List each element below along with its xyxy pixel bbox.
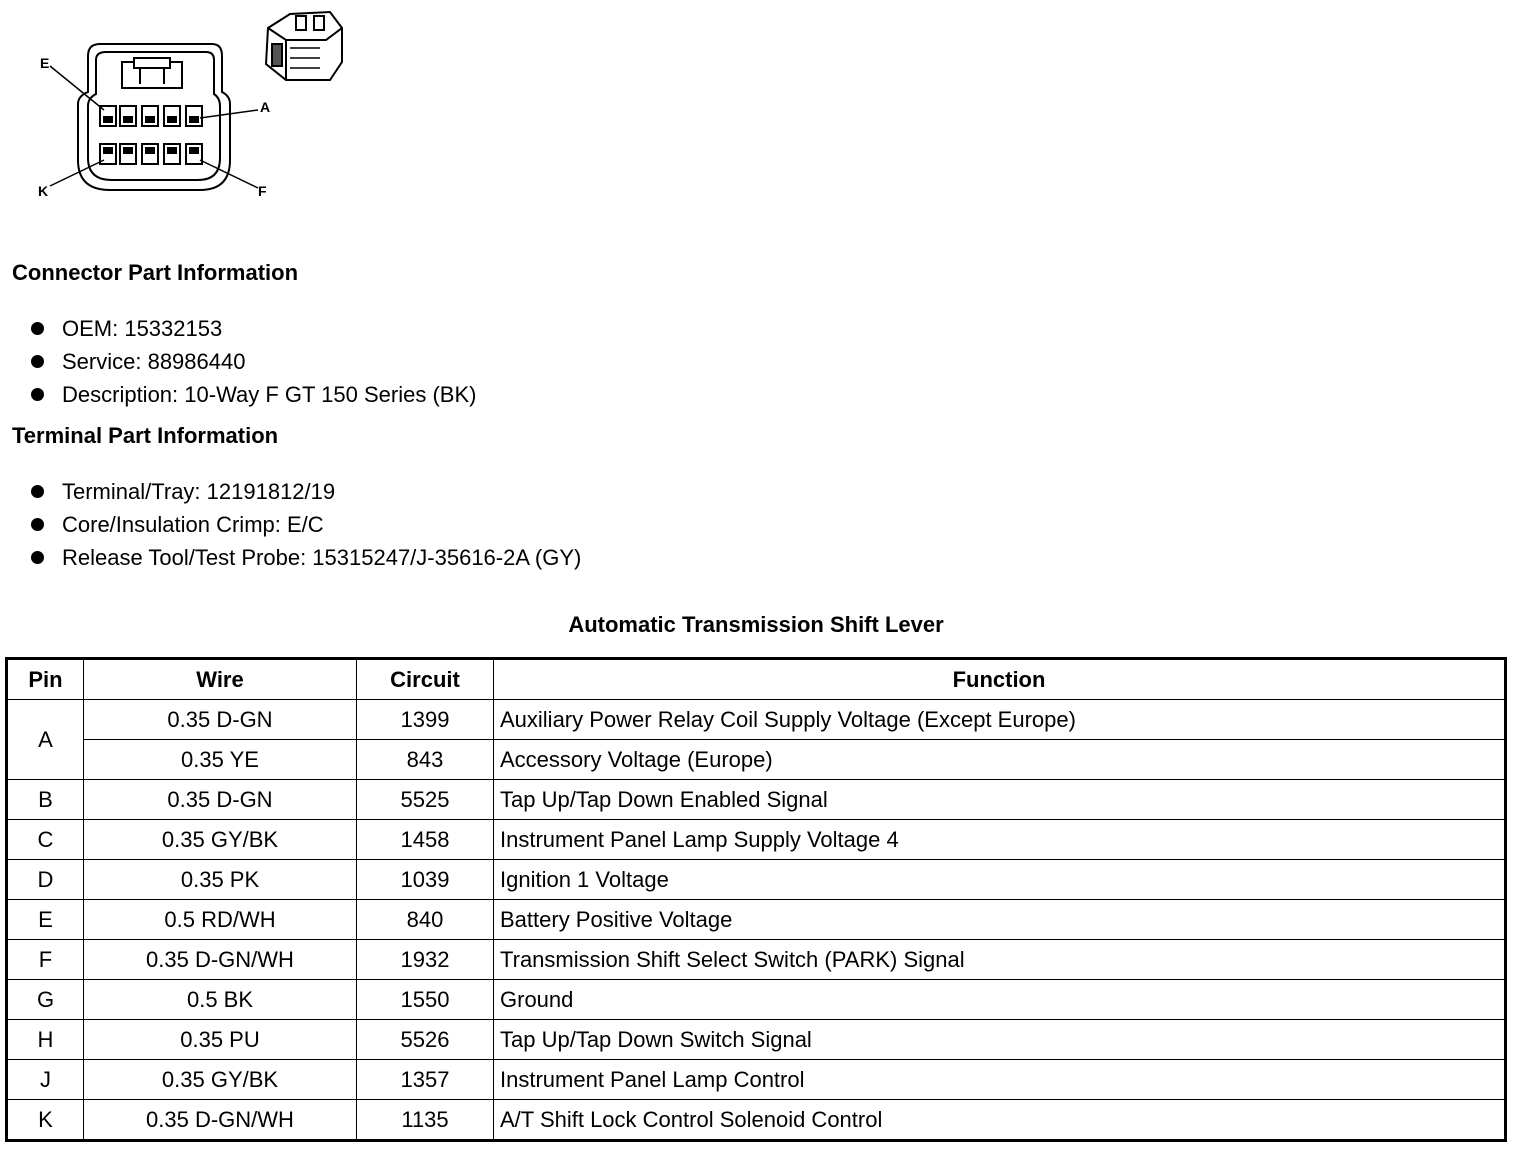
pin-label-k: K <box>38 183 49 199</box>
wire-cell: 0.35 GY/BK <box>84 1060 357 1100</box>
table-row <box>7 780 1506 820</box>
list-item: OEM: 15332153 <box>28 312 476 345</box>
pin-cell: D <box>7 860 84 900</box>
table-row <box>7 1060 1506 1100</box>
table-row <box>7 940 1506 980</box>
wire-cell: 0.35 D-GN <box>84 780 357 820</box>
pin-cell: J <box>7 1060 84 1100</box>
wire-cell: 0.35 YE <box>84 740 357 780</box>
pin-label-f: F <box>258 183 267 199</box>
circuit-cell: 1135 <box>357 1100 494 1141</box>
wire-cell: 0.35 PK <box>84 860 357 900</box>
list-item: Description: 10-Way F GT 150 Series (BK) <box>28 378 476 411</box>
bullet-icon <box>31 485 44 498</box>
circuit-cell: 1932 <box>357 940 494 980</box>
bullet-icon <box>31 355 44 368</box>
circuit-cell: 5525 <box>357 780 494 820</box>
function-cell: Instrument Panel Lamp Control <box>494 1060 1506 1100</box>
bullet-icon <box>31 388 44 401</box>
table-row <box>7 900 1506 940</box>
table-row <box>7 1020 1506 1060</box>
pinout-table <box>5 657 1507 1142</box>
function-cell: Ground <box>494 980 1506 1020</box>
list-item: Service: 88986440 <box>28 345 476 378</box>
table-row <box>7 980 1506 1020</box>
circuit-cell: 843 <box>357 740 494 780</box>
function-cell: Ignition 1 Voltage <box>494 860 1506 900</box>
function-cell: Battery Positive Voltage <box>494 900 1506 940</box>
function-cell: Transmission Shift Select Switch (PARK) Signal <box>494 940 1506 980</box>
function-cell: Tap Up/Tap Down Enabled Signal <box>494 780 1506 820</box>
pin-cell: G <box>7 980 84 1020</box>
table-row <box>7 860 1506 900</box>
pin-cell: E <box>7 900 84 940</box>
list-item: Release Tool/Test Probe: 15315247/J-35616-2A (GY) <box>28 541 581 574</box>
connector-face-diagram <box>0 0 360 210</box>
circuit-cell: 1458 <box>357 820 494 860</box>
circuit-cell: 5526 <box>357 1020 494 1060</box>
header-wire: Wire <box>84 659 357 700</box>
wire-cell: 0.35 GY/BK <box>84 820 357 860</box>
table-row <box>7 820 1506 860</box>
function-cell: Auxiliary Power Relay Coil Supply Voltage (Except Europe) <box>494 700 1506 740</box>
circuit-cell: 1039 <box>357 860 494 900</box>
wire-cell: 0.35 D-GN/WH <box>84 940 357 980</box>
header-circuit: Circuit <box>357 659 494 700</box>
table-row <box>7 740 1506 780</box>
terminal-cavities <box>100 106 202 164</box>
terminal-part-list <box>28 475 581 574</box>
pin-cell: K <box>7 1100 84 1141</box>
function-cell: Accessory Voltage (Europe) <box>494 740 1506 780</box>
pin-cell: H <box>7 1020 84 1060</box>
circuit-cell: 840 <box>357 900 494 940</box>
pin-label-e: E <box>40 55 50 71</box>
table-row <box>7 700 1506 740</box>
pin-cell: B <box>7 780 84 820</box>
connector-part-list <box>28 312 476 411</box>
list-item: Terminal/Tray: 12191812/19 <box>28 475 581 508</box>
list-item: Core/Insulation Crimp: E/C <box>28 508 581 541</box>
connector-3d-thumbnail <box>266 12 342 80</box>
bullet-icon <box>31 322 44 335</box>
circuit-cell: 1550 <box>357 980 494 1020</box>
circuit-cell: 1357 <box>357 1060 494 1100</box>
wire-cell: 0.35 D-GN <box>84 700 357 740</box>
table-header-row <box>7 659 1506 700</box>
connector-part-heading: Connector Part Information <box>12 260 299 285</box>
table-title: Automatic Transmission Shift Lever <box>568 612 944 637</box>
wire-cell: 0.35 PU <box>84 1020 357 1060</box>
bullet-icon <box>31 518 44 531</box>
wire-cell: 0.5 BK <box>84 980 357 1020</box>
function-cell: Tap Up/Tap Down Switch Signal <box>494 1020 1506 1060</box>
header-function: Function <box>494 659 1506 700</box>
pin-cell: C <box>7 820 84 860</box>
function-cell: Instrument Panel Lamp Supply Voltage 4 <box>494 820 1506 860</box>
pin-cell: F <box>7 940 84 980</box>
table-row <box>7 1100 1506 1141</box>
pin-label-a: A <box>260 99 271 115</box>
pin-cell: A <box>7 700 84 780</box>
circuit-cell: 1399 <box>357 700 494 740</box>
function-cell: A/T Shift Lock Control Solenoid Control <box>494 1100 1506 1141</box>
wire-cell: 0.35 D-GN/WH <box>84 1100 357 1141</box>
header-pin: Pin <box>7 659 84 700</box>
terminal-part-heading: Terminal Part Information <box>12 423 279 448</box>
bullet-icon <box>31 551 44 564</box>
wire-cell: 0.5 RD/WH <box>84 900 357 940</box>
